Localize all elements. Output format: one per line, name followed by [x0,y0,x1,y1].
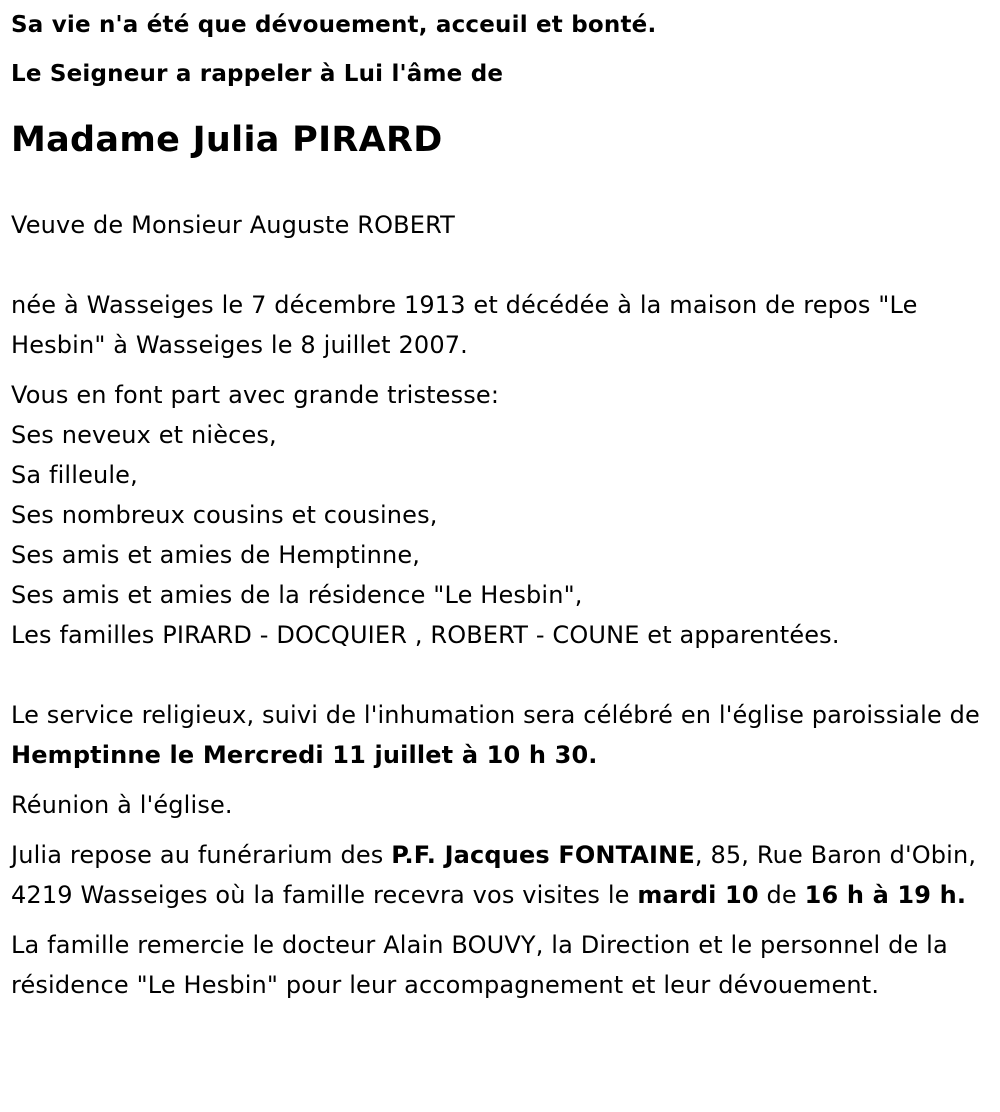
visit-hours: 16 h à 19 h. [804,881,967,909]
intro-line-called-home: Le Seigneur a rappeler à Lui l'âme de [11,61,504,87]
wake-text-2: , 85, Rue Baron d'Obin, 4219 Wasseiges où la famille recevra vos visites le [11,841,977,909]
wake-text-1: Julia repose au funérarium des [11,841,392,869]
family-line: Ses amis et amies de Hemptinne, [11,541,421,569]
announcement-intro: Vous en font part avec grande tristesse: [11,381,500,409]
family-line: Ses amis et amies de la résidence "Le Hesbin", [11,581,583,609]
service-text: Le service religieux, suivi de l'inhumation sera célébré en l'église paroissiale de [11,701,980,729]
family-line: Sa filleule, [11,461,138,489]
family-line: Les familles PIRARD - DOCQUIER , ROBERT - COUNE et apparentées. [11,621,840,649]
widow-of: Veuve de Monsieur Auguste ROBERT [11,211,455,239]
obituary-document [11,0,986,1005]
deceased-name: Madame Julia PIRARD [11,120,443,160]
service-paragraph [11,695,986,775]
wake-text-3: de [758,881,805,909]
thanks-paragraph: La famille remercie le docteur Alain BOUVY, la Direction et le personnel de la résidence "Le Hesbin" pour leur accompagnement et leur dévouement. [11,931,948,999]
service-place-date: Hemptinne le Mercredi 11 juillet à 10 h 30. [11,741,598,769]
family-line: Ses neveux et nièces, [11,421,277,449]
intro-line-devotion: Sa vie n'a été que dévouement, acceuil et bonté. [11,12,657,38]
birth-death-info: née à Wasseiges le 7 décembre 1913 et décédée à la maison de repos "Le Hesbin" à Wasseiges le 8 juillet 2007. [11,291,918,359]
meeting-info: Réunion à l'église. [11,791,233,819]
family-line: Ses nombreux cousins et cousines, [11,501,438,529]
funeral-home-name: P.F. Jacques FONTAINE [391,841,695,869]
visit-day: mardi 10 [637,881,759,909]
wake-paragraph [11,835,986,915]
